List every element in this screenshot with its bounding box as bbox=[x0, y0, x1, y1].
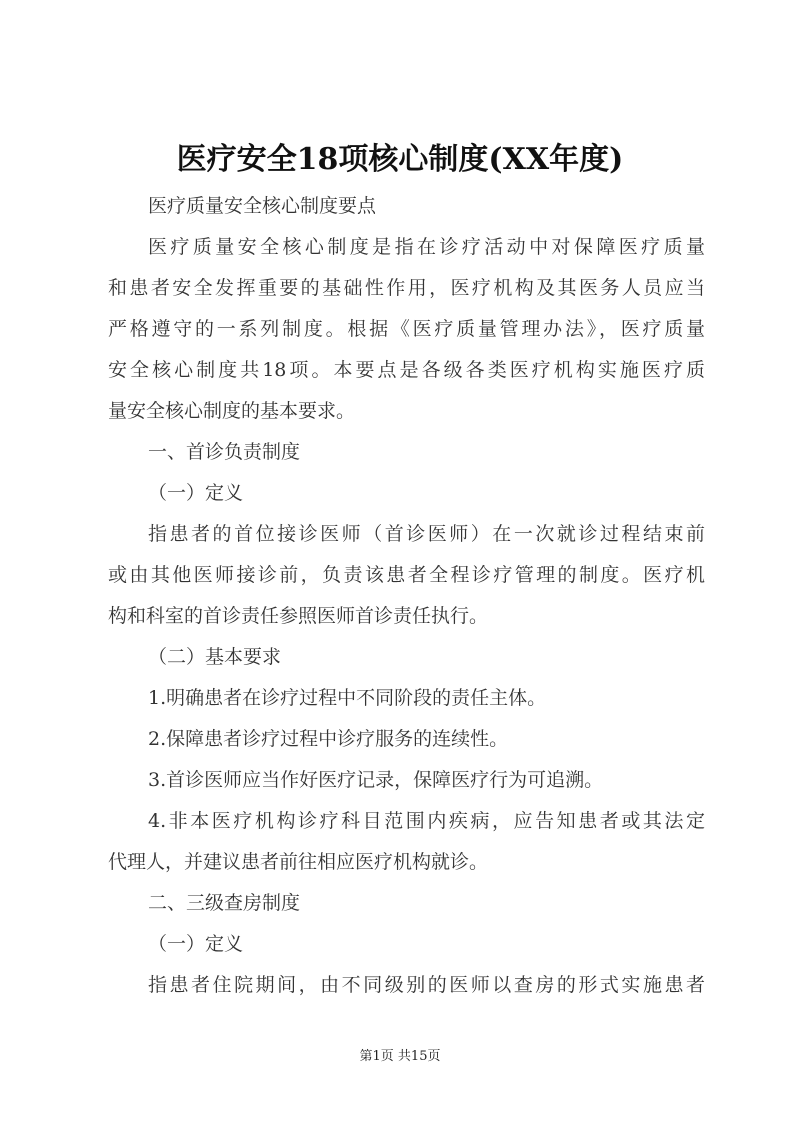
text-line: 构和科室的首诊责任参照医师首诊责任执行。 bbox=[108, 605, 489, 627]
text-line: （一）定义 bbox=[148, 933, 244, 955]
text-line: 医疗质量安全核心制度是指在诊疗活动中对保障医疗质量 bbox=[148, 236, 705, 258]
text-line: （二）基本要求 bbox=[148, 646, 282, 668]
text-line: 代理人，并建议患者前往相应医疗机构就诊。 bbox=[108, 851, 489, 873]
text-line: 二、三级查房制度 bbox=[148, 892, 301, 914]
text-line: 和患者安全发挥重要的基础性作用，医疗机构及其医务人员应当 bbox=[108, 277, 705, 299]
text-line: 1.明确患者在诊疗过程中不同阶段的责任主体。 bbox=[148, 687, 547, 709]
document-body bbox=[108, 186, 705, 1006]
text-line: （一）定义 bbox=[148, 482, 244, 504]
text-line: 2.保障患者诊疗过程中诊疗服务的连续性。 bbox=[148, 728, 509, 750]
text-line: 3.首诊医师应当作好医疗记录，保障医疗行为可追溯。 bbox=[148, 769, 604, 791]
page-number-footer: 第1页 共15页 bbox=[359, 1049, 441, 1064]
text-line: 指患者住院期间，由不同级别的医师以查房的形式实施患者 bbox=[148, 974, 705, 996]
text-line: 或由其他医师接诊前，负责该患者全程诊疗管理的制度。医疗机 bbox=[108, 564, 705, 586]
text-line: 指患者的首位接诊医师（首诊医师）在一次就诊过程结束前 bbox=[148, 523, 705, 545]
text-line: 4.非本医疗机构诊疗科目范围内疾病，应告知患者或其法定 bbox=[148, 810, 705, 832]
text-line: 医疗质量安全核心制度要点 bbox=[148, 195, 377, 217]
document-title: 医疗安全18项核心制度(XX年度) bbox=[176, 142, 624, 177]
text-line: 一、首诊负责制度 bbox=[148, 441, 301, 463]
text-line: 量安全核心制度的基本要求。 bbox=[108, 400, 356, 422]
text-line: 安全核心制度共18项。本要点是各级各类医疗机构实施医疗质 bbox=[108, 359, 705, 381]
text-line: 严格遵守的一系列制度。根据《医疗质量管理办法》，医疗质量 bbox=[108, 318, 705, 340]
